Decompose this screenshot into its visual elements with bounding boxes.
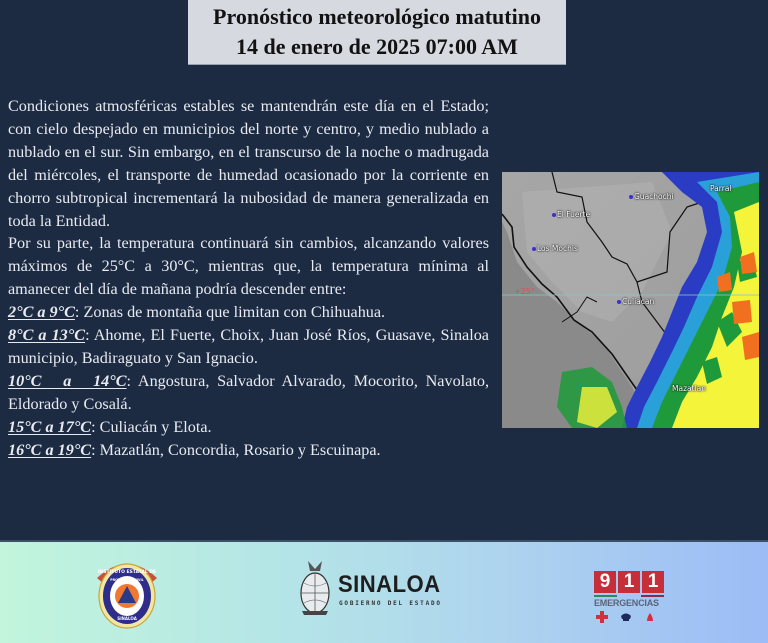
temperature-range: 15°C a 17°C bbox=[8, 417, 92, 436]
map-label-los-mochis: Los Mochis bbox=[532, 244, 578, 253]
911-digits bbox=[594, 571, 674, 593]
latitude-marker: +25° bbox=[514, 287, 535, 296]
city-dot-icon bbox=[617, 300, 621, 304]
gobierno-del-estado-label: GOBIERNO DEL ESTADO bbox=[339, 600, 442, 607]
proteccion-civil-emblem-icon bbox=[92, 556, 162, 631]
sinaloa-coat-of-arms-icon bbox=[298, 559, 332, 619]
svg-text:INSTITUTO ESTATAL DE: INSTITUTO ESTATAL DE bbox=[97, 570, 157, 575]
footer-logos bbox=[0, 540, 768, 643]
temperature-range-areas: : Zonas de montaña que limitan con Chihuahua. bbox=[74, 303, 386, 322]
page-title: Pronóstico meteorológico matutino bbox=[213, 4, 541, 29]
city-dot-icon bbox=[629, 195, 633, 199]
firefighter-icon bbox=[644, 611, 656, 623]
temperature-range: 2°C a 9°C bbox=[8, 303, 75, 322]
emergencias-label: EMERGENCIAS bbox=[594, 598, 659, 608]
police-cap-icon bbox=[620, 611, 632, 623]
temperature-range: 16°C a 19°C bbox=[8, 440, 92, 459]
map-label-parral: Parral bbox=[710, 184, 732, 193]
temperature-range: 10°C a 14°C bbox=[8, 371, 127, 390]
temperature-range-areas: : Mazatlán, Concordia, Rosario y Escuinapa. bbox=[91, 440, 381, 459]
satellite-map bbox=[502, 172, 759, 428]
map-label-culiacan: Culiacan bbox=[617, 297, 654, 306]
temperature-range-row bbox=[8, 301, 489, 324]
emergency-services-icons bbox=[594, 611, 674, 623]
logo-911-emergencias bbox=[594, 571, 674, 631]
flag-stripe bbox=[594, 595, 664, 597]
temperature-range-areas: : Culiacán y Elota. bbox=[91, 417, 212, 436]
temperature-range-areas: : Angostura, Salvador Alvarado, Mocorito, Navolato, Eldorado y Cosalá. bbox=[8, 371, 490, 413]
sinaloa-wordmark: SINALOA bbox=[338, 571, 441, 598]
map-label-mazatlan: Mazatlan bbox=[672, 384, 706, 393]
forecast-date-time: 14 de enero de 2025 07:00 AM bbox=[236, 34, 518, 59]
svg-text:PROTECCIÓN CIVIL: PROTECCIÓN CIVIL bbox=[110, 578, 144, 582]
digit-box: 1 bbox=[642, 571, 664, 593]
temperature-range-row bbox=[8, 370, 489, 416]
svg-text:SINALOA: SINALOA bbox=[117, 616, 137, 621]
city-dot-icon bbox=[552, 213, 556, 217]
red-cross-icon bbox=[596, 611, 608, 623]
logo-proteccion-civil bbox=[92, 556, 162, 631]
forecast-text bbox=[8, 95, 489, 462]
temperature-range-row bbox=[8, 324, 489, 370]
temperature-range-row bbox=[8, 439, 489, 462]
forecast-paragraph-conditions: Condiciones atmosféricas estables se mantendrán este día en el Estado; con cielo despejado en municipios del norte y centro, y medio nublado a nublado en el sur. Sin embargo, en el transcurso de la noche o madrugada del miércoles, el transporte de humedad ocasionado por la corriente en chorro subtropical incrementará la nubosidad de manera generalizada en toda la Entidad. bbox=[8, 97, 489, 230]
map-label-el-fuerte: El Fuerte bbox=[552, 210, 590, 219]
digit-box: 9 bbox=[594, 571, 616, 593]
digit-box: 1 bbox=[618, 571, 640, 593]
forecast-paragraph-temperature: Por su parte, la temperatura continuará sin cambios, alcanzando valores máximos de 25°C a 30°C, mientras que, la temperatura mínima al amanecer del día de mañana podría descender entre: bbox=[8, 234, 489, 299]
logo-gobierno-sinaloa bbox=[298, 559, 468, 619]
temperature-range-areas: : Ahome, El Fuerte, Choix, Juan José Ríos, Guasave, Sinaloa municipio, Badiraguato y San Ignacio. bbox=[8, 326, 489, 367]
title-box bbox=[188, 0, 566, 64]
map-label-guachochi: Guachochi bbox=[629, 192, 674, 201]
city-dot-icon bbox=[532, 247, 536, 251]
temperature-range-row bbox=[8, 416, 489, 439]
temperature-range: 8°C a 13°C bbox=[8, 326, 86, 345]
